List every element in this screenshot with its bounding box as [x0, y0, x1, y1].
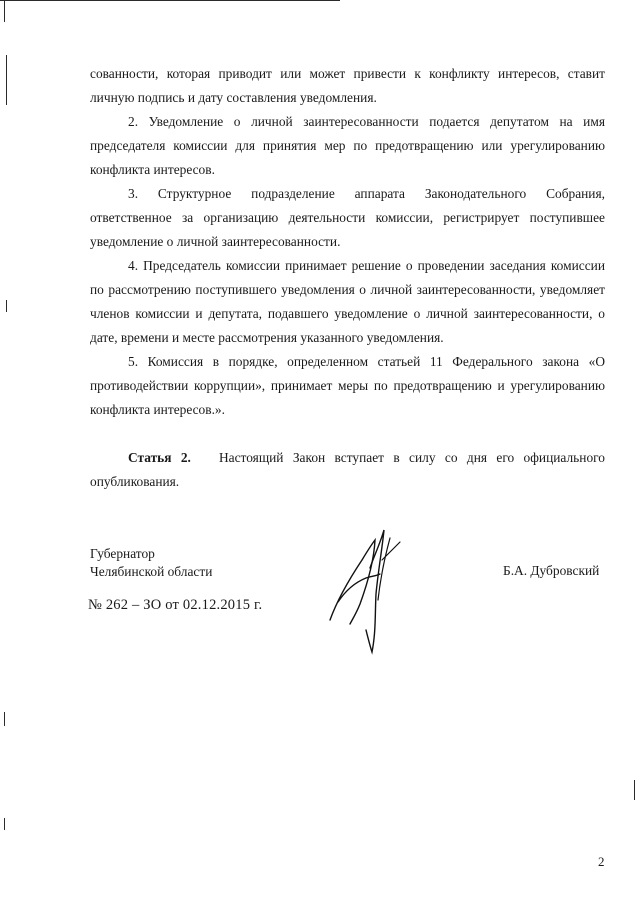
- scan-edge-line: [0, 0, 340, 1]
- signer-title: [90, 545, 212, 581]
- paragraph-4: 4. Председатель комиссии принимает решение о проведении заседания комиссии по рассмотрению поступившего уведомления о личной заинтересованности, уведомляет членов комиссии и депутата, подавшего уведомление о личной заинтересованности, о дате, времени и месте рассмотрения указанного уведомления.: [90, 258, 605, 345]
- article-2-label: Статья 2.: [128, 450, 191, 465]
- paragraph-5: 5. Комиссия в порядке, определенном статьей 11 Федерального закона «О противодействии коррупции», принимает меры по предотвращению и урегулированию конфликта интересов.».: [90, 354, 605, 417]
- page-number: 2: [598, 854, 605, 869]
- law-number: № 262 – ЗО от 02.12.2015 г.: [88, 597, 263, 613]
- paragraph-1-continuation: сованности, которая приводит или может привести к конфликту интересов, ставит личную подпись и дату составления уведомления.: [90, 66, 605, 105]
- signer-title-line-1: Губернатор: [90, 546, 155, 561]
- scan-edge-mark: [6, 300, 7, 312]
- scan-edge-mark: [4, 712, 5, 726]
- scan-edge-mark: [634, 780, 635, 800]
- article-2-text: Настоящий Закон вступает в силу со дня его официального опубликования.: [90, 450, 605, 489]
- article-2: [90, 446, 605, 494]
- scan-edge-mark: [6, 55, 7, 105]
- paragraph-2: 2. Уведомление о личной заинтересованности подается депутатом на имя председателя комиссии для принятия мер по предотвращению или урегулированию конфликта интересов.: [90, 114, 605, 177]
- signer-name: Б.А. Дубровский: [503, 563, 600, 578]
- signer-title-line-2: Челябинской области: [90, 564, 213, 579]
- scan-edge-mark: [4, 0, 5, 22]
- handwritten-signature: [320, 520, 420, 660]
- scan-edge-mark: [4, 818, 5, 830]
- paragraph-3: 3. Структурное подразделение аппарата Законодательного Собрания, ответственное за организацию деятельности комиссии, регистрирует поступившее уведомление о личной заинтересованности.: [90, 186, 605, 249]
